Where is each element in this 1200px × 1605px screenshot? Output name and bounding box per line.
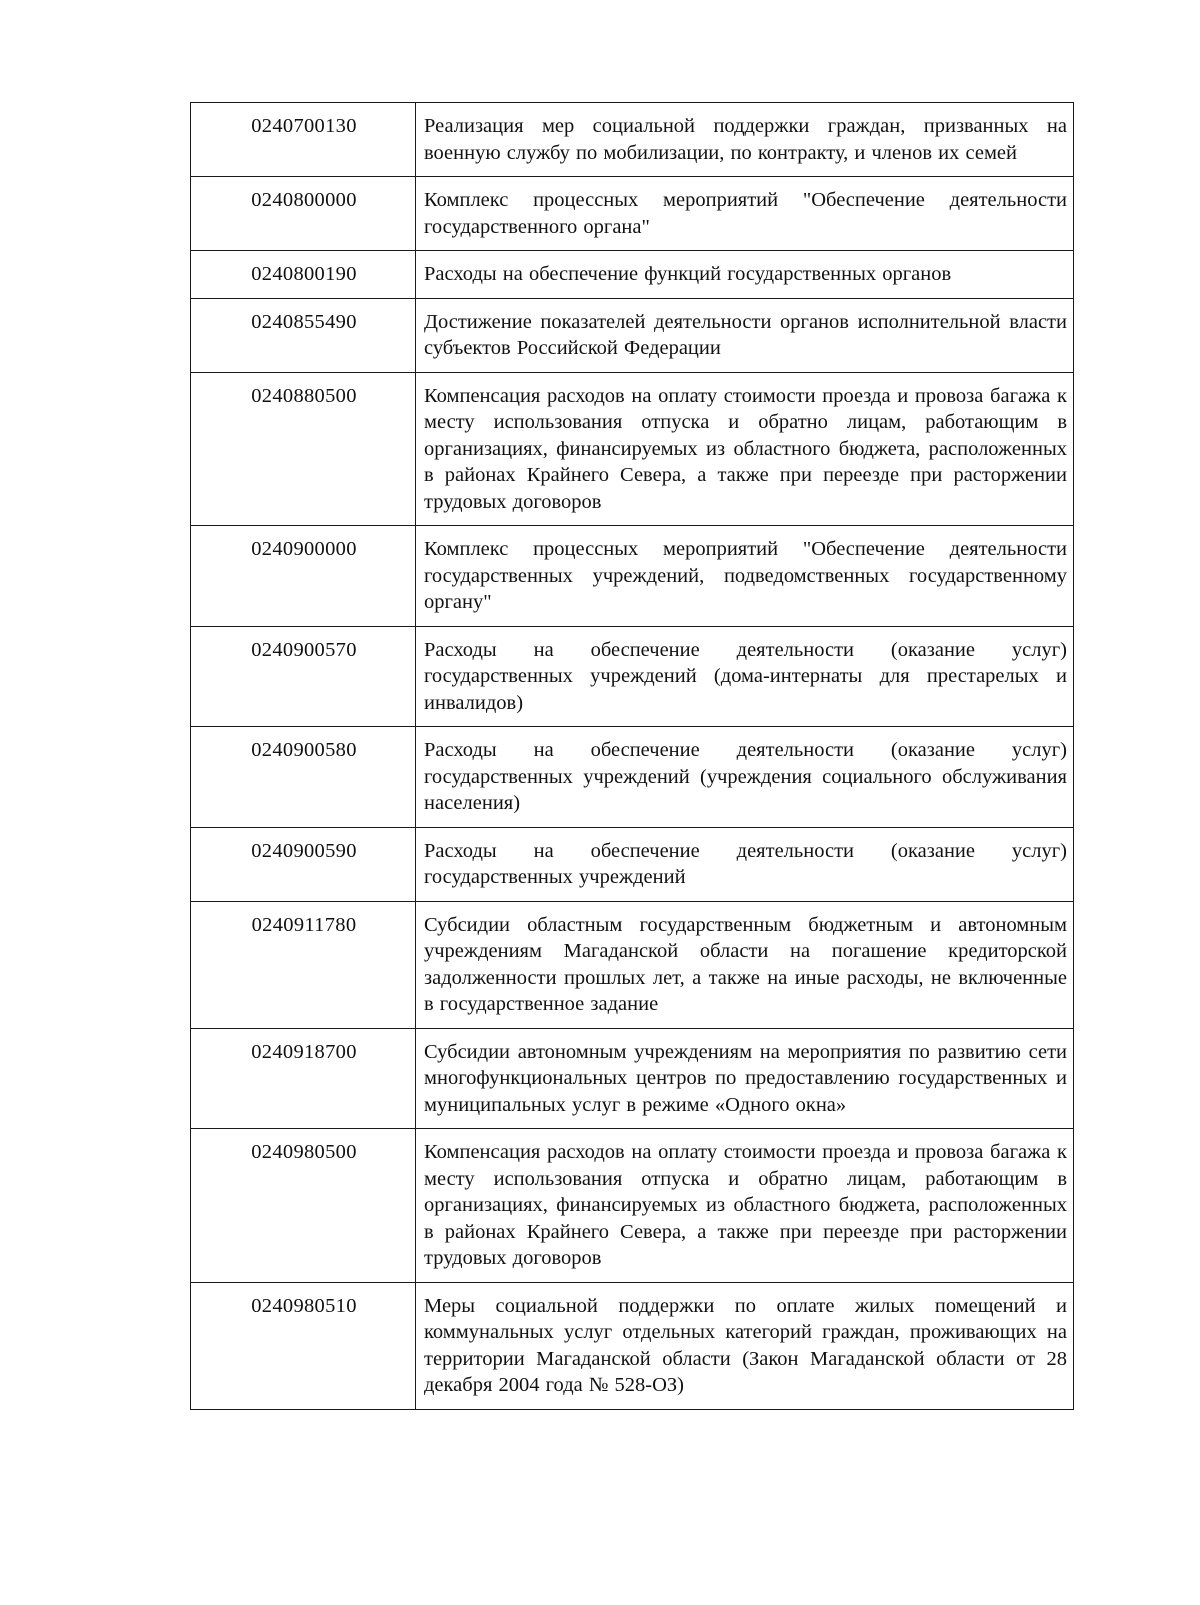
- table-row: [191, 526, 1074, 627]
- row-code: 0240800000: [191, 177, 416, 251]
- table-row: [191, 727, 1074, 828]
- row-description: Комплекс процессных мероприятий "Обеспечение деятельности государственного органа": [416, 177, 1074, 251]
- table-row: [191, 251, 1074, 299]
- row-code: 0240980500: [191, 1129, 416, 1283]
- row-description: Комплекс процессных мероприятий "Обеспечение деятельности государственных учреждений, подведомственных государственному органу": [416, 526, 1074, 627]
- table-row: [191, 626, 1074, 727]
- row-code: 0240911780: [191, 901, 416, 1028]
- table-row: [191, 1129, 1074, 1283]
- table-row: [191, 177, 1074, 251]
- row-description: Субсидии областным государственным бюджетным и автономным учреждениям Магаданской области на погашение кредиторской задолженности прошлых лет, а также на иные расходы, не включенные в государственное задание: [416, 901, 1074, 1028]
- table-row: [191, 372, 1074, 526]
- row-code: 0240880500: [191, 372, 416, 526]
- row-description: Расходы на обеспечение деятельности (оказание услуг) государственных учреждений (дома-интернаты для престарелых и инвалидов): [416, 626, 1074, 727]
- table-row: [191, 103, 1074, 177]
- table-row: [191, 298, 1074, 372]
- row-description: Расходы на обеспечение функций государственных органов: [416, 251, 1074, 299]
- row-description: Компенсация расходов на оплату стоимости проезда и провоза багажа к месту использования отпуска и обратно лицам, работающим в организациях, финансируемых из областного бюджета, расположенных в районах Крайнего Севера, а также при переезде при расторжении трудовых договоров: [416, 372, 1074, 526]
- row-description: Компенсация расходов на оплату стоимости проезда и провоза багажа к месту использования отпуска и обратно лицам, работающим в организациях, финансируемых из областного бюджета, расположенных в районах Крайнего Севера, а также при переезде при расторжении трудовых договоров: [416, 1129, 1074, 1283]
- table-row: [191, 827, 1074, 901]
- row-code: 0240900570: [191, 626, 416, 727]
- row-description: Расходы на обеспечение деятельности (оказание услуг) государственных учреждений: [416, 827, 1074, 901]
- table-row: [191, 901, 1074, 1028]
- row-code: 0240800190: [191, 251, 416, 299]
- row-code: 0240855490: [191, 298, 416, 372]
- row-code: 0240900590: [191, 827, 416, 901]
- row-description: Меры социальной поддержки по оплате жилых помещений и коммунальных услуг отдельных категорий граждан, проживающих на территории Магаданской области (Закон Магаданской области от 28 декабря 2004 года № 528-ОЗ): [416, 1282, 1074, 1409]
- row-code: 0240980510: [191, 1282, 416, 1409]
- row-code: 0240900000: [191, 526, 416, 627]
- row-description: Достижение показателей деятельности органов исполнительной власти субъектов Российской Федерации: [416, 298, 1074, 372]
- row-description: Субсидии автономным учреждениям на мероприятия по развитию сети многофункциональных центров по предоставлению государственных и муниципальных услуг в режиме «Одного окна»: [416, 1028, 1074, 1129]
- table-body: [191, 103, 1074, 1410]
- row-code: 0240900580: [191, 727, 416, 828]
- budget-classification-table: [190, 102, 1074, 1410]
- row-description: Реализация мер социальной поддержки граждан, призванных на военную службу по мобилизации, по контракту, и членов их семей: [416, 103, 1074, 177]
- table-row: [191, 1028, 1074, 1129]
- row-code: 0240700130: [191, 103, 416, 177]
- table-row: [191, 1282, 1074, 1409]
- row-code: 0240918700: [191, 1028, 416, 1129]
- row-description: Расходы на обеспечение деятельности (оказание услуг) государственных учреждений (учреждения социального обслуживания населения): [416, 727, 1074, 828]
